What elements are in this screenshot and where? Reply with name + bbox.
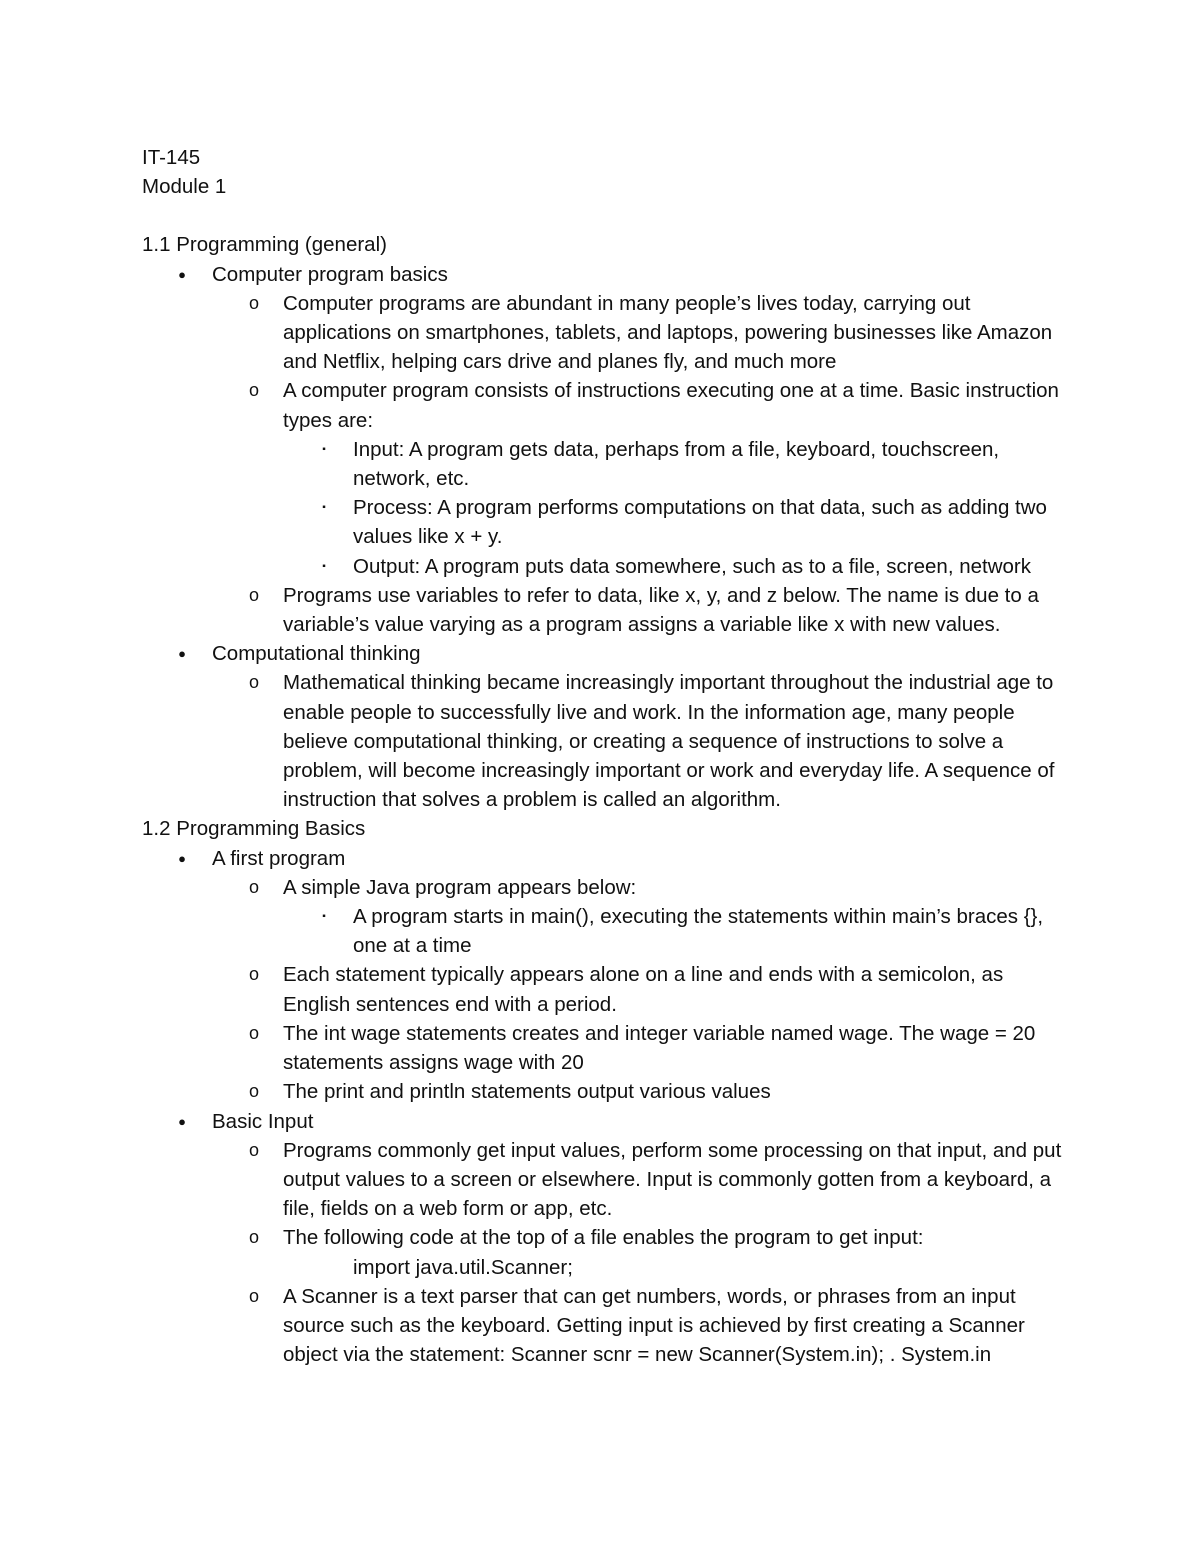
list-item: [142, 639, 1072, 668]
bullet-circle-icon: o: [248, 876, 259, 897]
list-item: [142, 1223, 1072, 1252]
list-item: [142, 435, 1072, 493]
list-item-text: A Scanner is a text parser that can get numbers, words, or phrases from an input source such as the keyboard. Getting input is achieved by first creating a Scanner object via the statement: Scanner scnr = new Scanner(System.in); . System.in: [283, 1284, 1025, 1367]
bullet-circle-icon: o: [248, 1022, 259, 1043]
list-item: [142, 552, 1072, 581]
list-item-text: Mathematical thinking became increasingly important throughout the industrial age to enable people to successfully live and work. In the information age, many people believe computational thinking, or creating a sequence of instructions to solve a problem, will become increasingly important or work and everyday life. A sequence of instruction that solves a problem is called an algorithm.: [283, 671, 1055, 812]
list-item-text: Each statement typically appears alone on a line and ends with a semicolon, as English sentences end with a period.: [283, 963, 1004, 1016]
notes-body: [142, 143, 1072, 1369]
bullet-circle-icon: o: [248, 1227, 259, 1248]
bullet-circle-icon: o: [248, 292, 259, 313]
topic-title: Computer program basics: [212, 262, 448, 286]
list-item: [142, 581, 1072, 639]
list-item-text: The print and println statements output various values: [283, 1080, 771, 1104]
course-code: IT-145: [142, 146, 201, 169]
section-1-1-list: [142, 260, 1072, 815]
list-item: [142, 376, 1072, 434]
list-item: [142, 844, 1072, 873]
bullet-disc-icon: ●: [178, 646, 186, 662]
list-item-text: A computer program consists of instructions executing one at a time. Basic instruction types are:: [283, 379, 1059, 432]
bullet-circle-icon: o: [248, 1081, 259, 1102]
bullet-square-icon: ▪: [322, 443, 326, 455]
bullet-square-icon: ▪: [322, 502, 326, 514]
import-statement: import java.util.Scanner;: [353, 1255, 573, 1279]
module-title: Module 1: [142, 175, 227, 199]
list-item: [142, 1136, 1072, 1224]
list-item-text: The following code at the top of a file enables the program to get input:: [283, 1226, 924, 1250]
bullet-circle-icon: o: [248, 584, 259, 605]
list-item: [142, 1019, 1072, 1077]
list-item-text: The int wage statements creates and integer variable named wage. The wage = 20 statements assigns wage with 20: [283, 1021, 1036, 1075]
section-1-2-list: [142, 844, 1072, 1370]
list-item-text: Programs commonly get input values, perform some processing on that input, and put output values to a screen or elsewhere. Input is commonly gotten from a keyboard, a file, fields on a web form or app, etc.: [283, 1138, 1062, 1221]
bullet-disc-icon: ●: [178, 266, 186, 282]
list-item-text: Computer programs are abundant in many people’s lives today, carrying out applications on smartphones, tablets, and laptops, powering businesses like Amazon and Netflix, helping cars drive and planes fly, and much more: [283, 291, 1053, 374]
list-item: [142, 1282, 1072, 1370]
list-item-text: Output: A program puts data somewhere, such as to a file, screen, network: [353, 554, 1031, 578]
list-item: [142, 960, 1072, 1018]
bullet-circle-icon: o: [248, 964, 259, 985]
list-item-text: A simple Java program appears below:: [283, 875, 637, 899]
topic-title: Basic Input: [212, 1109, 314, 1133]
bullet-circle-icon: o: [248, 380, 259, 401]
section-heading: 1.1 Programming (general): [142, 233, 387, 257]
bullet-circle-icon: o: [248, 1285, 259, 1306]
list-item: [142, 902, 1072, 960]
bullet-circle-icon: o: [248, 1139, 259, 1160]
bullet-disc-icon: ●: [178, 850, 186, 866]
code-line: [142, 1253, 1072, 1282]
list-item: [142, 1077, 1072, 1106]
blank-line: [142, 201, 1072, 230]
bullet-square-icon: ▪: [322, 911, 326, 923]
list-item: [142, 260, 1072, 289]
topic-title: Computational thinking: [212, 642, 421, 666]
list-item-text: Input: A program gets data, perhaps from a file, keyboard, touchscreen, network, etc.: [353, 437, 1000, 491]
bullet-square-icon: ▪: [322, 560, 326, 572]
list-item-text: A program starts in main(), executing the statements within main’s braces {}, one at a time: [353, 905, 1044, 958]
list-item-text: Process: A program performs computations on that data, such as adding two values like x + y.: [353, 496, 1047, 549]
bullet-disc-icon: ●: [178, 1113, 186, 1129]
section-heading: 1.2 Programming Basics: [142, 817, 366, 841]
list-item: [142, 289, 1072, 377]
list-item: [142, 668, 1072, 814]
topic-title: A first program: [212, 846, 346, 870]
list-item: [142, 873, 1072, 902]
bullet-circle-icon: o: [248, 672, 259, 693]
list-item-text: Programs use variables to refer to data, like x, y, and z below. The name is due to a variable’s value varying as a program assigns a variable like x with new values.: [283, 583, 1039, 637]
list-item: [142, 1107, 1072, 1136]
list-item: [142, 493, 1072, 551]
